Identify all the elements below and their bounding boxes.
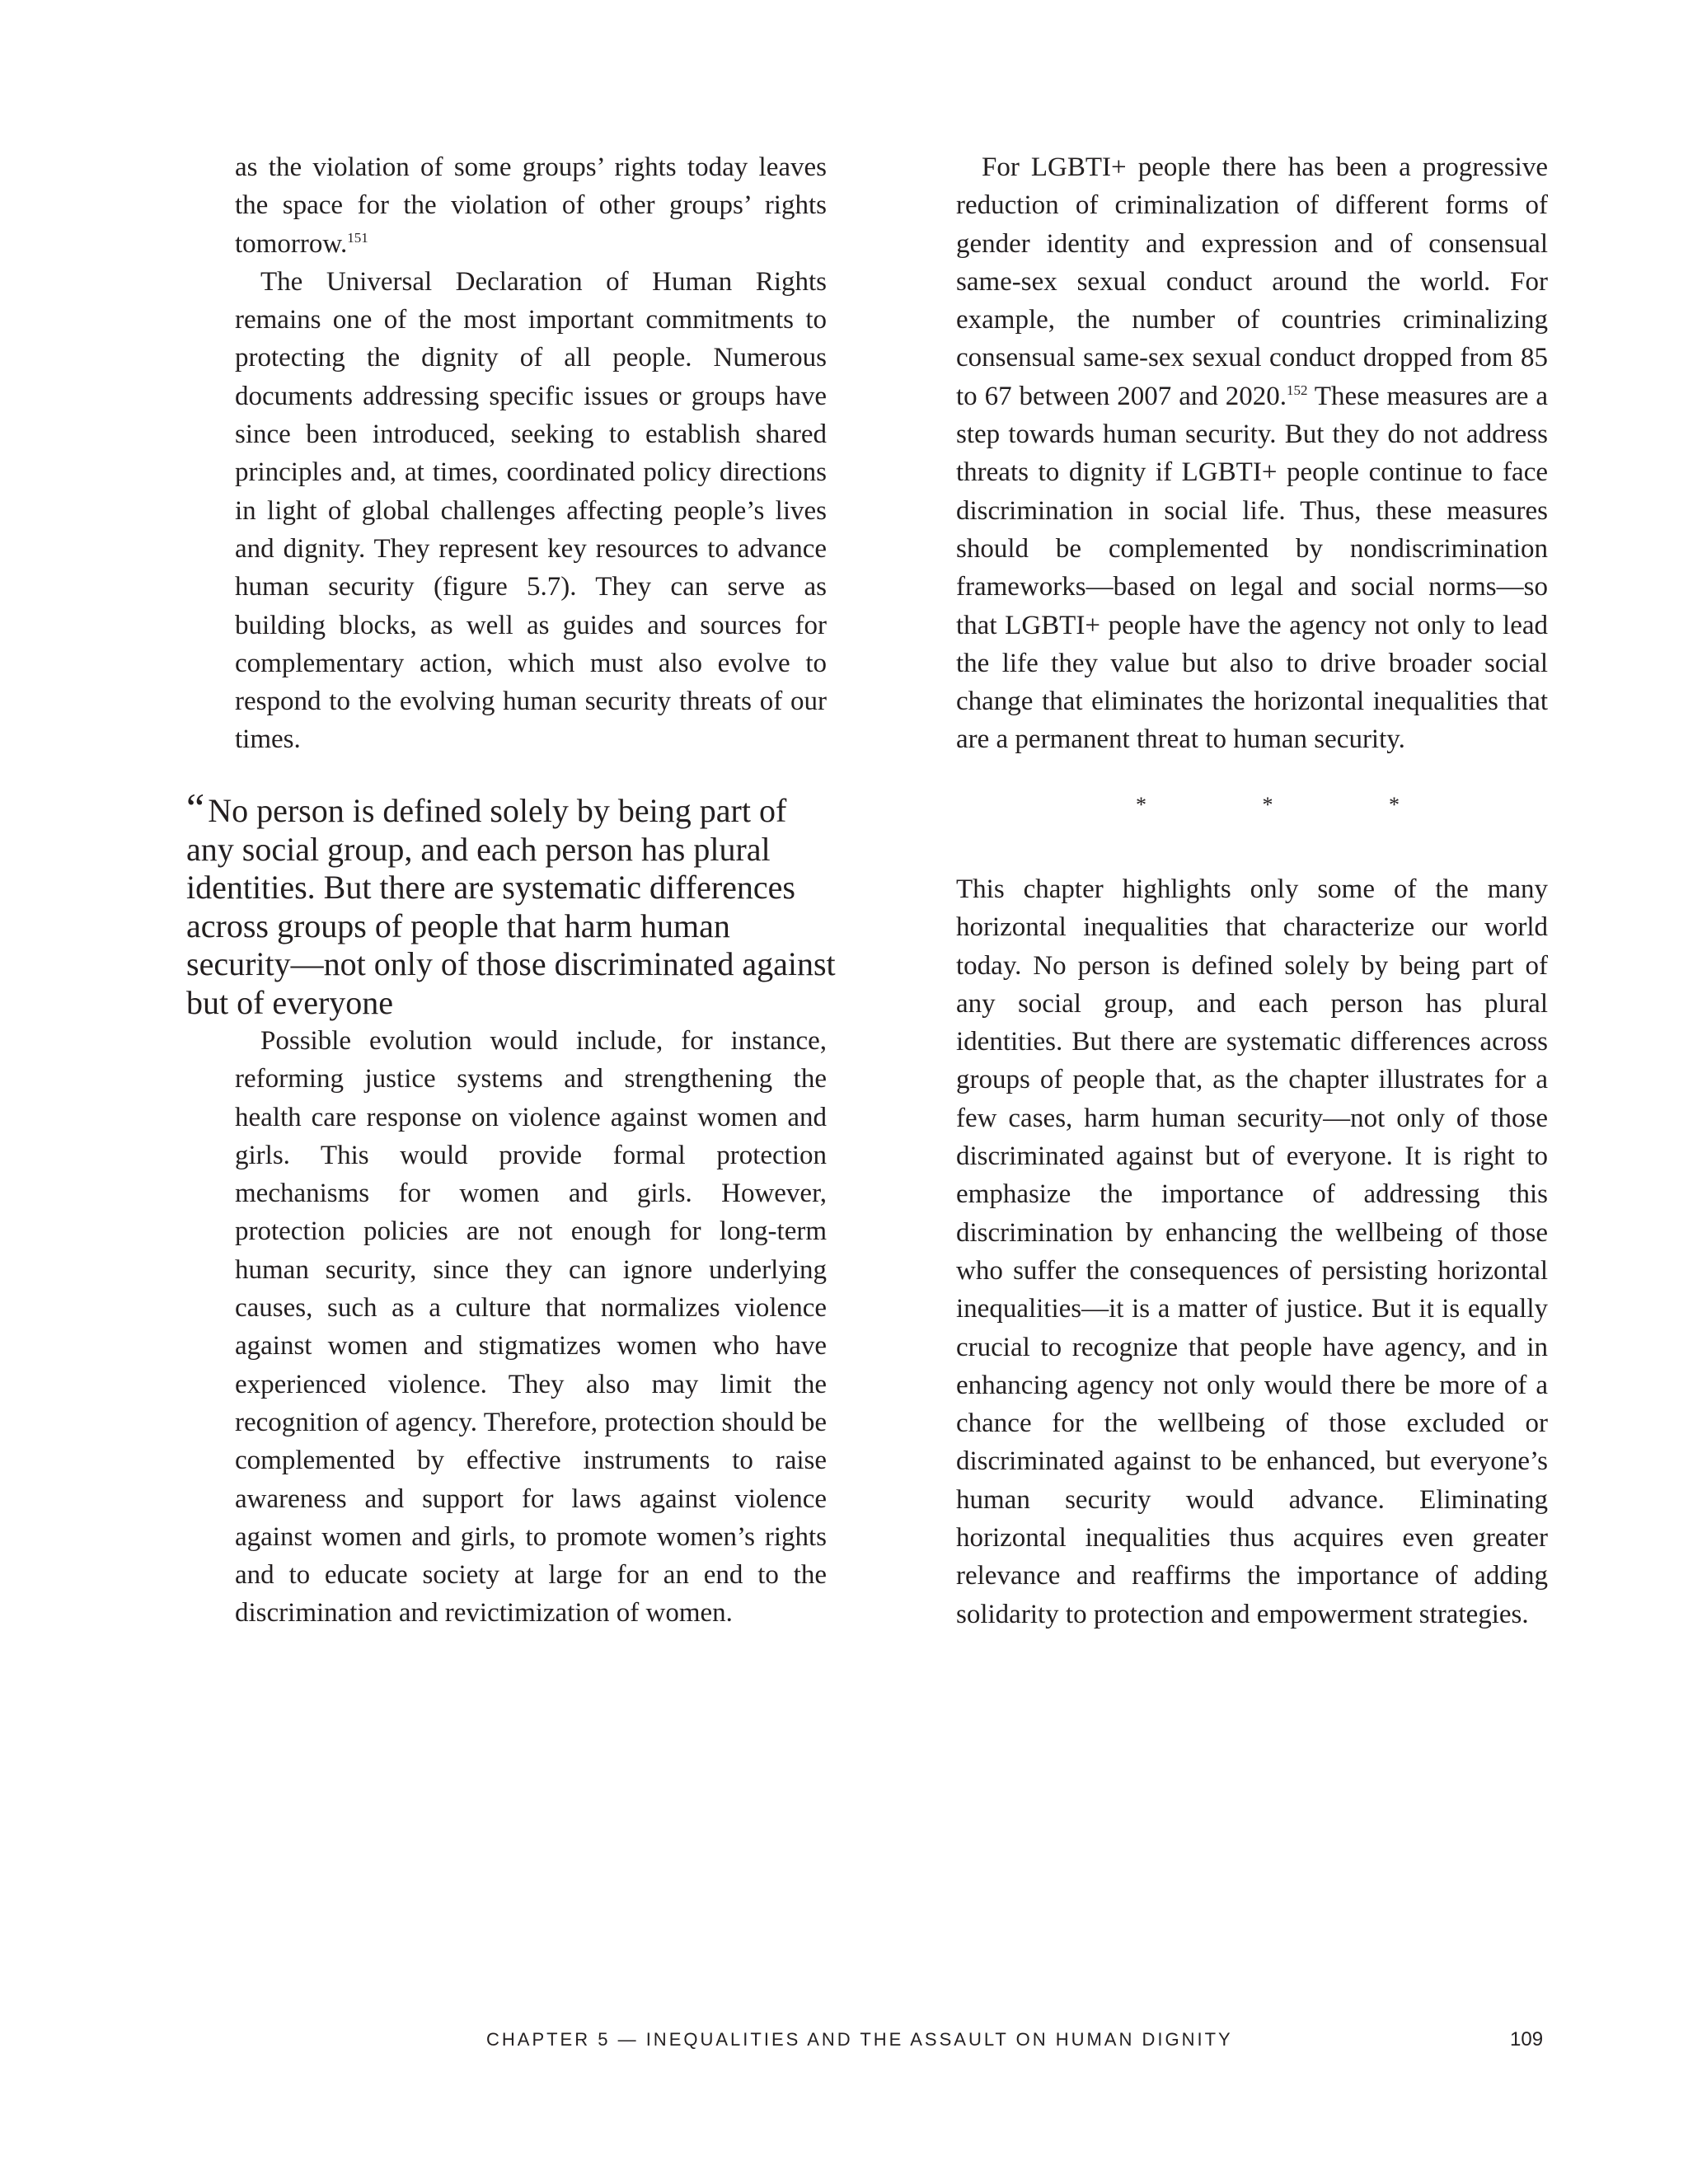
paragraph-continued — [235, 148, 827, 263]
paragraph-text: For LGBTI+ people there has been a progressive reduction of criminalization of different forms of gender identity and expression and of consensual same-sex sexual conduct around the world. For example, the number of countries criminalizing consensual same-sex sexual conduct dropped from 85 to 67 between 2007 and 2020. — [956, 152, 1548, 411]
footnote-ref-152[interactable]: 152 — [1287, 382, 1308, 398]
asterisk-icon: * — [1136, 793, 1146, 817]
running-footer-chapter: CHAPTER 5 — INEQUALITIES AND THE ASSAULT ON HUMAN DIGNITY — [486, 2029, 1233, 2050]
paragraph-text: as the violation of some groups’ rights today leaves the space for the violation of other groups’ rights tomorrow. — [235, 152, 827, 259]
paragraph-conclusion: This chapter highlights only some of the many horizontal inequalities that characterize our world today. No person is defined solely by being part of any social group, and each person has plural identities. But there are systematic differences across groups of people that, as the chapter illustrates for a few cases, harm human security—not only of those discriminated against but of everyone. It is right to emphasize the importance of addressing this discrimination by enhancing the wellbeing of those who suffer the consequences of persisting horizontal inequalities—it is a matter of justice. But it is equally crucial to recognize that people have agency, and in enhancing agency not only would there be more of a chance for the wellbeing of those excluded or discriminated against to be enhanced, but everyone’s human security would advance. Eliminating horizontal inequalities thus acquires even greater relevance and reaffirms the importance of adding solidarity to protection and empowerment strategies. — [956, 874, 1548, 1629]
left-column-top — [235, 148, 827, 759]
asterisk-icon: * — [1389, 793, 1400, 817]
footnote-ref-151[interactable]: 151 — [347, 229, 368, 246]
paragraph-udhr: The Universal Declaration of Human Rights remains one of the most important commitments to protecting the dignity of all people. Numerous documents addressing specific issues or groups have since been introduced, seeking to establish shared principles and, at times, coordinated policy directions in light of global challenges affecting people’s lives and dignity. They represent key resources to advance human security (figure 5.7). They can serve as building blocks, as well as guides and sources for complementary action, which must also evolve to respond to the evolving human security threats of our times. — [235, 266, 827, 755]
paragraph-lgbti — [956, 148, 1548, 759]
page-number: 109 — [1510, 2028, 1544, 2050]
pull-quote — [186, 785, 837, 1022]
paragraph-possible-evolution: Possible evolution would include, for instance, reforming justice systems and strengthening the health care response on violence against women and girls. This would provide formal protection mechanisms for women and girls. However, protection policies are not enough for long-term human security, since they can ignore underlying causes, such as a culture that normalizes violence against women and stigmatizes women who have experienced violence. They also may limit the recognition of agency. Therefore, protection should be complemented by effective instruments to raise awareness and support for laws against violence against women and girls, to promote women’s rights and to educate society at large for an end to the discrimination and revictimization of women. — [235, 1026, 827, 1629]
paragraph-text-continued: These measures are a step towards human security. But they do not address threats to dignity if LGBTI+ people continue to face discrimination in social life. Thus, these measures should be complemented by nondiscrimination frameworks—based on legal and social norms—so that LGBTI+ people have the agency not only to lead the life they value but also to drive broader social change that eliminates the horizontal inequalities that are a permanent threat to human security. — [956, 381, 1548, 755]
pull-quote-text: No person is defined solely by being part of any social group, and each person has plural identities. But there are systematic differences across groups of people that harm human security—not only of those discriminated against but of everyone — [186, 792, 836, 1021]
quote-mark-icon: “ — [186, 785, 205, 831]
asterisk-icon: * — [1262, 793, 1273, 817]
right-column-top — [956, 148, 1548, 759]
section-separator — [1136, 793, 1400, 818]
